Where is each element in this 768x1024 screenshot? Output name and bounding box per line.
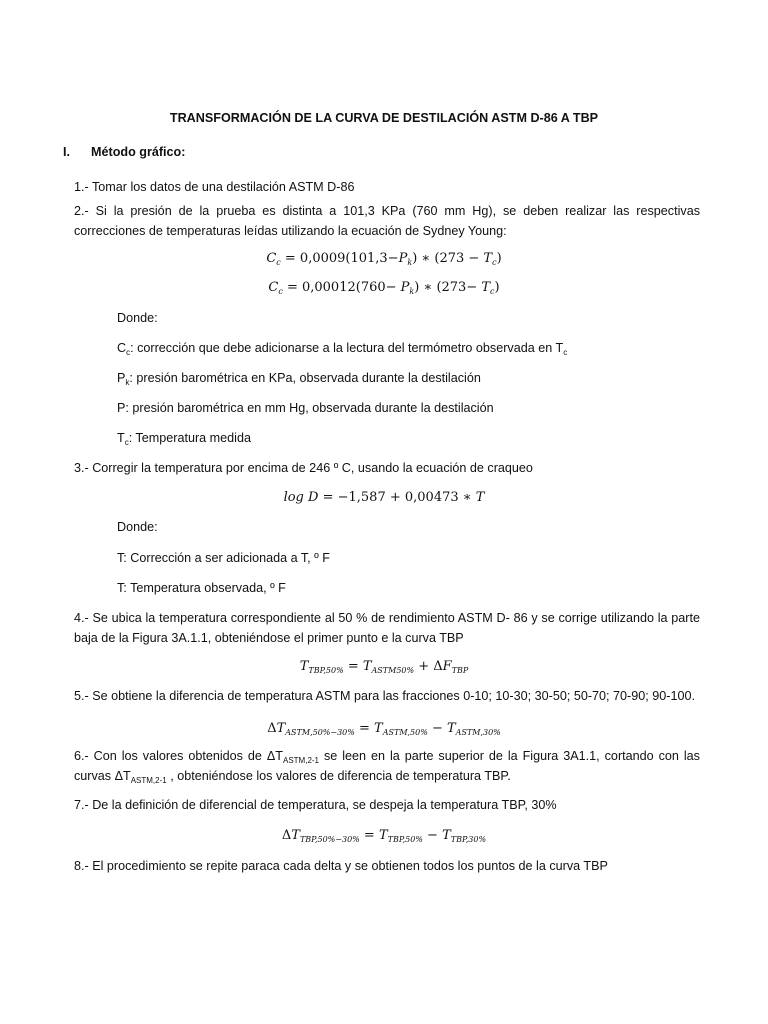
definition-t-observed: T: Temperatura observada, º F <box>117 581 286 595</box>
step-6: 6.- Con los valores obtenidos de $\Delta T_{ASTM,2-1}$ se leen en la parte superior de la Figura 3A1.1, cortando con las curvas $\Delta T_{ASTM,2-1}$ , obteniéndose los valores de diferencia de temperatura TBP. <box>74 749 700 785</box>
definition-tc: $T_c$: Temperatura medida <box>117 431 251 447</box>
section-number: I. <box>63 145 70 159</box>
step-1: 1.- Tomar los datos de una destilación ASTM D-86 <box>74 180 355 194</box>
definition-pk: $P_k$: presión barométrica en KPa, observada durante la destilación <box>117 371 481 387</box>
equation-sydney-young-mmhg: $C_c = 0,00012(760- P_k)$ ∗ $(273- T_c)$ <box>268 280 500 296</box>
step-5: 5.- Se obtiene la diferencia de temperatura ASTM para las fracciones 0-10; 10-30; 30-50; 50-70; 70-90; 90-100. <box>74 689 695 703</box>
step-8: 8.- El procedimiento se repite paraca cada delta y se obtienen todos los puntos de la curva TBP <box>74 859 608 873</box>
step-7: 7.- De la definición de diferencial de temperatura, se despeja la temperatura TBP, 30% <box>74 798 557 812</box>
equation-cracking: log D = −1,587 + 0,00473 ∗ T <box>283 490 485 505</box>
document-title: TRANSFORMACIÓN DE LA CURVA DE DESTILACIÓN ASTM D-86 A TBP <box>169 111 599 125</box>
equation-tbp-50: $T_{TBP,50\%} = T_{ASTM50\%} + \Delta F_{TBP}$ <box>299 659 469 675</box>
equation-astm-delta: $\Delta T_{ASTM,50\%-30\%} = T_{ASTM,50\%} - T_{ASTM,30\%}$ <box>267 721 501 737</box>
step-2: 2.- Si la presión de la prueba es distinta a 101,3 KPa (760 mm Hg), se deben realizar las respectivas correcciones de temperaturas leídas utilizando la ecuación de Sydney Young: <box>74 204 700 238</box>
step-3: 3.- Corregir la temperatura por encima de 246 º C, usando la ecuación de craqueo <box>74 461 533 475</box>
donde-label-1: Donde: <box>117 311 158 325</box>
section-heading: Método gráfico: <box>91 145 186 159</box>
step-4: 4.- Se ubica la temperatura correspondiente al 50 % de rendimiento ASTM D- 86 y se corrige utilizando la parte baja de la Figura 3A.1.1, obteniéndose el primer punto e la curva TBP <box>74 611 700 645</box>
donde-label-2: Donde: <box>117 520 158 534</box>
definition-t-correction: T: Corrección a ser adicionada a T, º F <box>117 551 330 565</box>
definition-p: P: presión barométrica en mm Hg, observada durante la destilación <box>117 401 494 415</box>
equation-sydney-young-kpa: $C_c = 0,0009(101,3-P_k)$ ∗ $(273 - T_c)$ <box>266 251 502 267</box>
equation-tbp-delta: $\Delta T_{TBP,50\%-30\%} = T_{TBP,50\%} - T_{TBP,30\%}$ <box>281 828 487 844</box>
definition-cc: $C_c$: corrección que debe adicionarse a la lectura del termómetro observada en $T_c$ <box>117 341 568 357</box>
